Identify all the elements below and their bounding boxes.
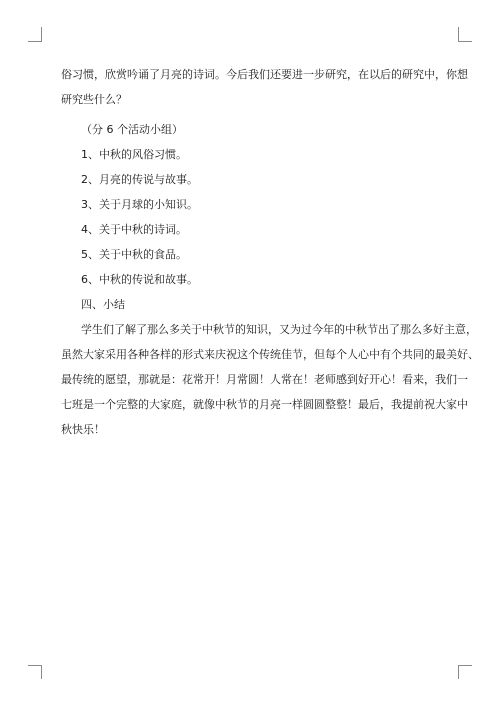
summary-line: 虽然大家采用各种各样的形式来庆祝这个传统佳节，但每个人心中有个共同的最美好、 xyxy=(61,348,479,361)
crop-mark-bottom-left-v xyxy=(41,665,42,679)
crop-mark-bottom-left-h xyxy=(28,665,42,666)
intro-line-2: 研究些什么？ xyxy=(61,93,127,106)
group-item: 1、中秋的风俗习惯。 xyxy=(81,148,187,161)
summary-line: 最传统的愿望，那就是：花常开！月常圆！人常在！老师感到好开心！看来，我们一 xyxy=(61,373,468,386)
summary-line: 学生们了解了那么多关于中秋节的知识，又为过今年的中秋节出了那么多好主意， xyxy=(81,323,477,336)
crop-mark-top-right-v xyxy=(458,27,459,41)
crop-mark-bottom-right-v xyxy=(458,665,459,679)
summary-line: 秋快乐！ xyxy=(61,423,105,436)
groups-note: （分 6 个活动小组） xyxy=(81,123,183,136)
crop-mark-top-right-h xyxy=(458,41,472,42)
group-item: 6、中秋的传说和故事。 xyxy=(81,273,198,286)
group-item: 5、关于中秋的食品。 xyxy=(81,248,187,261)
intro-line-1: 俗习惯，欣赏吟诵了月亮的诗词。今后我们还要进一步研究，在以后的研究中，你想 xyxy=(61,68,468,81)
group-item: 3、关于月球的小知识。 xyxy=(81,198,198,211)
group-item: 2、月亮的传说与故事。 xyxy=(81,173,198,186)
summary-line: 七班是一个完整的大家庭，就像中秋节的月亮一样圆圆整整！最后，我提前祝大家中 xyxy=(61,398,468,411)
crop-mark-top-left-h xyxy=(28,41,42,42)
crop-mark-bottom-right-h xyxy=(458,665,472,666)
section-heading: 四、小结 xyxy=(81,298,125,311)
group-item: 4、关于中秋的诗词。 xyxy=(81,223,187,236)
crop-mark-top-left-v xyxy=(41,27,42,41)
